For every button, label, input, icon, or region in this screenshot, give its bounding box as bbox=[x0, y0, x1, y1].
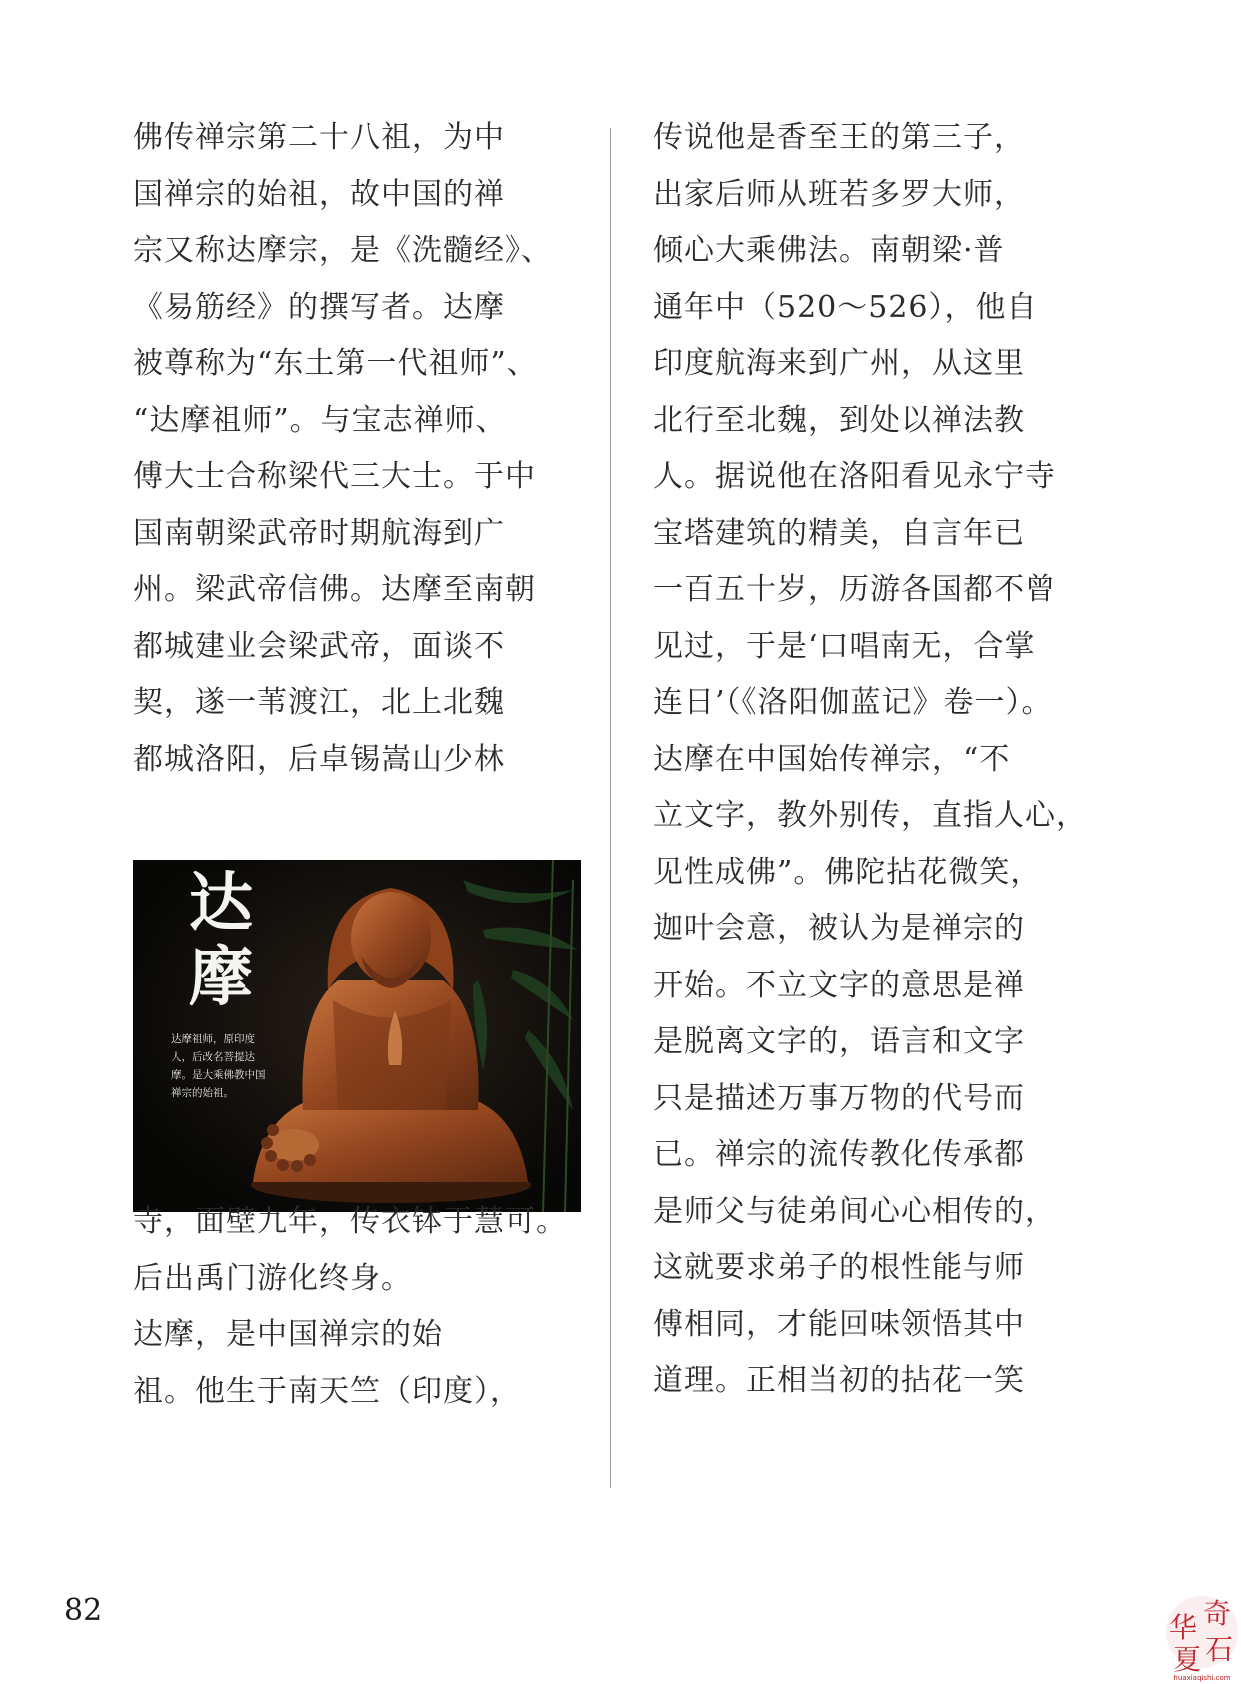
text-line: 后出禹门游化终身。 bbox=[133, 1260, 412, 1296]
page-number: 82 bbox=[64, 1593, 103, 1628]
text-line: 国禅宗的始祖，故中国的禅 bbox=[133, 176, 505, 212]
watermark-url: huaxiaqishi.com bbox=[1173, 1674, 1231, 1682]
text-line: 人。据说他在洛阳看见永宁寺 bbox=[653, 459, 1056, 494]
text-line: 开始。不立文字的意思是禅 bbox=[653, 967, 1025, 1003]
text-line: 立文字，教外别传，直指人心， bbox=[653, 798, 1087, 833]
text-line: 已。禅宗的流传教化传承都 bbox=[653, 1137, 1025, 1172]
figure-caption: 达摩祖师，原印度人，后改名菩提达摩。是大乘佛教中国禅宗的始祖。 bbox=[171, 1033, 266, 1099]
watermark-char: 华 bbox=[1169, 1611, 1198, 1644]
text-line: 见过，于是‘口唱南无，合掌 bbox=[653, 628, 1036, 664]
figure-title-char-1: 达 bbox=[189, 866, 253, 941]
text-line: 是师父与徒弟间心心相传的， bbox=[653, 1193, 1056, 1229]
site-watermark bbox=[1163, 1592, 1241, 1684]
text-line: 宗又称达摩宗，是《洗髓经》、 bbox=[133, 233, 552, 268]
text-line: 一百五十岁，历游各国都不曾 bbox=[653, 572, 1056, 607]
text-line: 傅相同，才能回味领悟其中 bbox=[653, 1306, 1025, 1342]
text-line: 只是描述万事万物的代号而 bbox=[653, 1080, 1025, 1116]
text-line: 州。梁武帝信佛。达摩至南朝 bbox=[133, 572, 536, 607]
text-line: 《易筋经》的撰写者。达摩 bbox=[133, 289, 505, 325]
text-line: 被尊称为“东土第一代祖师”、 bbox=[133, 346, 538, 381]
text-line: 通年中（520～526），他自 bbox=[653, 289, 1038, 325]
text-line: 是脱离文字的，语言和文字 bbox=[653, 1024, 1025, 1059]
text-line: 传说他是香至王的第三子， bbox=[653, 120, 1025, 155]
text-line: 宝塔建筑的精美，自言年已 bbox=[653, 515, 1025, 551]
bodhidharma-figure bbox=[133, 860, 581, 1212]
text-line: 见性成佛”。佛陀拈花微笑， bbox=[653, 854, 1042, 890]
column-divider bbox=[610, 128, 611, 1488]
watermark-char: 夏 bbox=[1173, 1643, 1202, 1676]
text-line: 倾心大乘佛法。南朝梁·普 bbox=[653, 233, 1005, 268]
left-text-column-continued bbox=[133, 1192, 573, 1492]
text-line: 连日’（《洛阳伽蓝记》卷一）。 bbox=[653, 685, 1053, 720]
text-line: 佛传禅宗第二十八祖，为中 bbox=[133, 120, 505, 155]
text-line: 道理。正相当初的拈花一笑 bbox=[653, 1363, 1025, 1398]
watermark-char: 奇 bbox=[1203, 1597, 1232, 1630]
text-line: 印度航海来到广州，从这里 bbox=[653, 346, 1025, 381]
text-line: “达摩祖师”。与宝志禅师、 bbox=[133, 402, 507, 438]
text-line: 这就要求弟子的根性能与师 bbox=[653, 1250, 1025, 1285]
text-line: 迦叶会意，被认为是禅宗的 bbox=[653, 911, 1025, 946]
text-line: 傅大士合称梁代三大士。于中 bbox=[133, 459, 536, 494]
text-line: 达摩在中国始传禅宗，“不 bbox=[653, 741, 1011, 777]
text-line: 国南朝梁武帝时期航海到广 bbox=[133, 515, 505, 551]
text-line: 都城洛阳，后卓锡嵩山少林 bbox=[133, 741, 505, 777]
text-line: 契，遂一苇渡江，北上北魏 bbox=[133, 685, 505, 720]
watermark-char: 石 bbox=[1205, 1633, 1234, 1666]
figure-title-char-2: 摩 bbox=[189, 940, 253, 1015]
text-line: 达摩，是中国禅宗的始 bbox=[133, 1317, 443, 1352]
right-text-column bbox=[653, 108, 1093, 1508]
text-line: 寺，面壁九年，传衣钵于慧可。 bbox=[133, 1204, 567, 1239]
text-line: 都城建业会梁武帝，面谈不 bbox=[133, 628, 505, 664]
text-line: 出家后师从班若多罗大师， bbox=[653, 176, 1025, 212]
text-line: 祖。他生于南天竺（印度）， bbox=[133, 1373, 521, 1409]
text-line: 北行至北魏，到处以禅法教 bbox=[653, 402, 1025, 438]
